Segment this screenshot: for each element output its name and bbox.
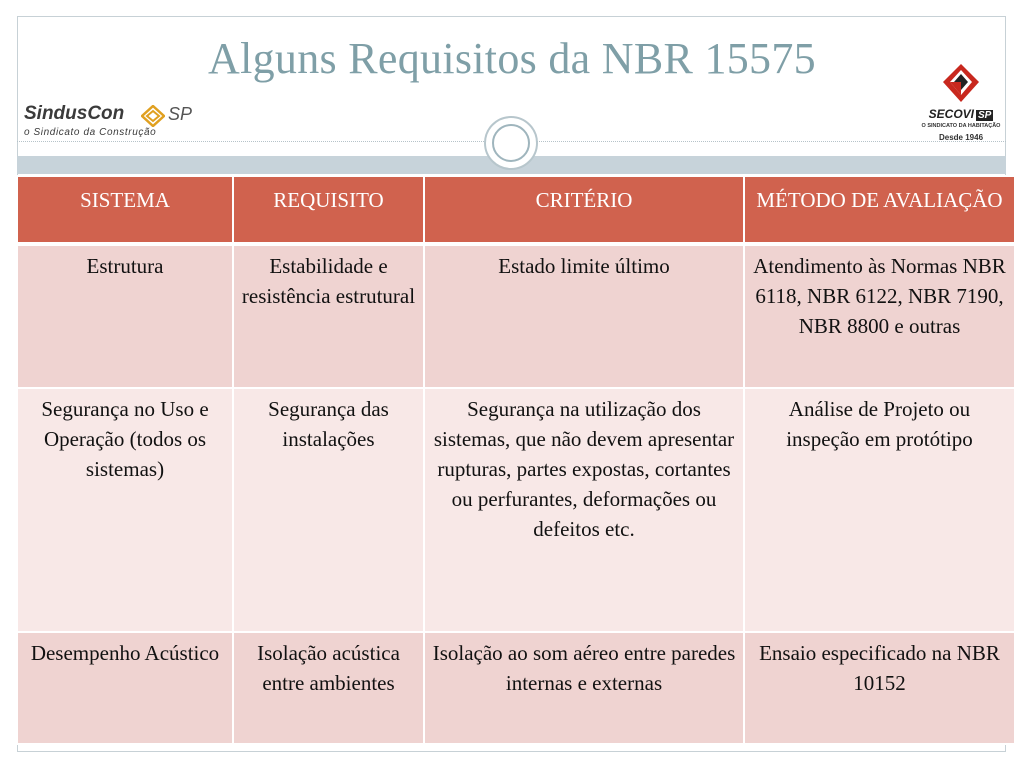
table-header-row xyxy=(17,176,1015,244)
table-row xyxy=(17,632,1015,744)
table-cell: Atendimento às Normas NBR 6118, NBR 6122, NBR 7190, NBR 8800 e outras xyxy=(744,244,1015,388)
slide-title: Alguns Requisitos da NBR 15575 xyxy=(208,34,816,83)
table-row xyxy=(17,244,1015,388)
table-cell: Isolação ao som aéreo entre paredes internas e externas xyxy=(424,632,744,744)
table-cell: Ensaio especificado na NBR 10152 xyxy=(744,632,1015,744)
table-cell: Estabilidade e resistência estrutural xyxy=(233,244,424,388)
secovi-logo-name xyxy=(918,107,1004,121)
header-sistema: SISTEMA xyxy=(17,176,233,244)
secovi-mark-icon xyxy=(941,62,981,106)
sinduscon-logo-name: SindusCon xyxy=(24,103,125,124)
secovi-logo-since: Desde 1946 xyxy=(938,133,984,142)
header-metodo-avaliacao: MÉTODO DE AVALIAÇÃO xyxy=(744,176,1015,244)
secovi-logo-tagline: O SINDICATO DA HABITAÇÃO xyxy=(921,123,1001,129)
table-cell: Estado limite último xyxy=(424,244,744,388)
sinduscon-logo xyxy=(24,103,204,143)
sinduscon-logo-suffix: SP xyxy=(168,104,193,124)
header-requisito: REQUISITO xyxy=(233,176,424,244)
table-row xyxy=(17,388,1015,632)
table-cell: Segurança no Uso e Operação (todos os sistemas) xyxy=(17,388,233,632)
secovi-logo-name-text: SECOVI xyxy=(928,107,974,121)
secovi-logo xyxy=(918,62,1008,146)
requirements-table xyxy=(16,175,1016,745)
header-criterio: CRITÉRIO xyxy=(424,176,744,244)
table-cell: Segurança das instalações xyxy=(233,388,424,632)
sinduscon-mark-icon xyxy=(141,105,165,127)
secovi-logo-suffix: SP xyxy=(978,110,992,121)
header-medallion-icon xyxy=(484,116,538,170)
sinduscon-logo-tagline: o Sindicato da Construção xyxy=(24,127,157,138)
table-cell: Desempenho Acústico xyxy=(17,632,233,744)
table-cell: Análise de Projeto ou inspeção em protótipo xyxy=(744,388,1015,632)
table-cell: Isolação acústica entre ambientes xyxy=(233,632,424,744)
table-cell: Estrutura xyxy=(17,244,233,388)
table-cell: Segurança na utilização dos sistemas, que não devem apresentar rupturas, partes expostas, cortantes ou perfurantes, deformações ou defeitos etc. xyxy=(424,388,744,632)
